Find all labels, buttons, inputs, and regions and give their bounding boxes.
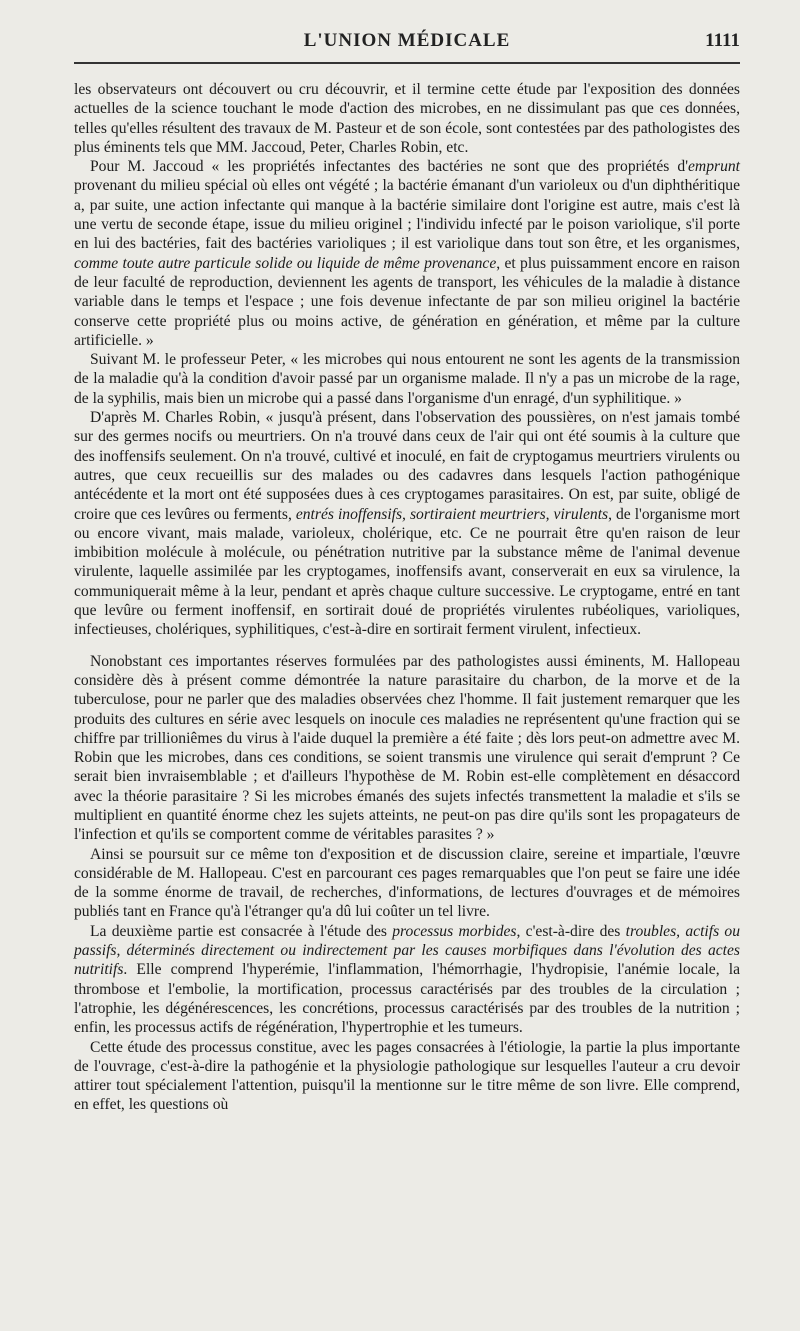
header-rule: [74, 62, 740, 64]
paragraph: [74, 845, 740, 922]
italic-text: emprunt: [688, 158, 740, 176]
text-run: Suivant M. le professeur Peter, « les microbes qui nous entourent ne sont les agents de la transmission de la maladie qu'à la condition d'avoir passé par un organisme malade. Il n'y a pas un microbe de la rage, de la syphilis, mais bien un microbe qui a passé dans l'organisme d'un enragé, d'un syphilitique. »: [74, 351, 740, 407]
page-header: [74, 30, 740, 62]
text-run: les observateurs ont découvert ou cru découvrir, et il termine cette étude par l'exposition des données actuelles de la science touchant le mode d'action des microbes, en ne dissimulant pas que ces données, telles qu'elles résultent des travaux de M. Pasteur et de son école, sont contestées par des pathologistes des plus éminents tels que MM. Jaccoud, Peter, Charles Robin, etc.: [74, 81, 740, 156]
italic-text: comme toute autre particule solide ou liquide de même provenance: [74, 254, 497, 272]
text-run: Ainsi se poursuit sur ce même ton d'exposition et de discussion claire, sereine et impartiale, l'œuvre considérable de M. Hallopeau. C'est en parcourant ces pages remarquables que l'on peut se faire une idée de la somme énorme de travail, de recherches, d'informations, de lectures d'ouvrages et de mémoires publiés tant en France qu'à l'étranger qu'a dû lui coûter un tel livre.: [74, 845, 740, 921]
text-run: . Elle comprend l'hyperémie, l'inflammation, l'hémorrhagie, l'hydropisie, l'anémie locale, la thrombose et l'embolie, la mortification, processus caractérisés par des troubles de la circulation ; l'atrophie, les dégénérescences, les concrétions, processus caractérisés par des troubles de la nutrition ; enfin, les processus actifs de régénération, l'hypertrophie et les tumeurs.: [74, 961, 740, 1037]
paragraph: [74, 922, 740, 1038]
paragraph: [74, 157, 740, 350]
text-run: Pour M. Jaccoud « les propriétés infectantes des bactéries ne sont que des propriétés d': [90, 158, 689, 176]
text-run: Cette étude des processus constitue, avec les pages consacrées à l'étiologie, la partie la plus importante de l'ouvrage, c'est-à-dire la pathogénie et la physiologie pathologique sur lesquelles l'auteur a cru devoir attirer tout spécialement l'attention, puisqu'il la mentionne sur le titre même de son livre. Elle comprend, en effet, les questions où: [74, 1038, 740, 1114]
text-run: , c'est-à-dire des: [516, 922, 626, 940]
paragraph: [74, 408, 740, 640]
section-gap: [74, 640, 740, 652]
paragraph: [74, 350, 740, 408]
text-run: , de l'organisme mort ou encore vivant, mais malade, varioleux, cholérique, etc. Ce ne pourrait être qu'en raison de leur imbibition molécule à molécule, ou pénétration nutritive par la substance même de l'animal devenue virulente, laquelle assimilée par les cryptogames, inoffensifs avant, conserverait en eux sa virulence, la communiquerait même à la leur, pendant et après chaque culture successive. Le cryptogame, entré en tant que levûre ou ferment inoffensif, en sortirait doué de propriétés virulentes rubéoliques, varioliques, infectieuses, cholériques, syphilitiques, c'est-à-dire en sortirait ferment virulent, infectieux.: [74, 505, 740, 639]
text-run: La deuxième partie est consacrée à l'étude des: [90, 922, 393, 940]
italic-text: entrés inoffensifs, sortiraient meurtriers, virulents: [295, 505, 609, 523]
italic-text: troubles, actifs ou passifs, déterminés directement ou indirectement par les causes morbifiques dans l'évolution des actes nutritifs: [74, 922, 741, 979]
paragraph: [74, 1038, 740, 1115]
paragraph: [74, 80, 740, 157]
text-run: Nonobstant ces importantes réserves formulées par des pathologistes aussi éminents, M. Hallopeau considère dès à présent comme démontrée la nature parasitaire du charbon, de la morve et de la tuberculose, pour ne parler que des maladies observées chez l'homme. Il fait justement remarquer que les produits des cultures en série avec lesquels on inocule ces maladies ne représentent qu'une fraction qui se chiffre par trillioniêmes du virus à l'aide duquel la première a été faite ; dès lors peut-on admettre avec M. Robin que les microbes, dans ces conditions, se soient transmis une virulence qui serait d'emprunt ? Ce serait bien invraisemblable ; et d'ailleurs l'hypothèse de M. Robin est-elle complètement en désaccord avec la théorie parasitaire ? Si les microbes émanés des sujets infectés transmettent la maladie et s'ils se multiplient en quantité énorme chez les sujets atteints, ne peut-on pas dire qu'ils sont les propagateurs de l'infection et qu'ils se comportent comme de véritables parasites ? »: [74, 652, 740, 844]
text-run: D'après M. Charles Robin, « jusqu'à présent, dans l'observation des poussières, on n'est jamais tombé sur des germes nocifs ou meurtriers. On n'a trouvé dans ceux de l'air qui ont été soumis à la culture que des inoffensifs seulement. On n'a trouvé, cultivé et inoculé, en fait de cryptogamus meurtriers virulents ou autres, que ceux recueillis sur des malades ou des cadavres dans lesquels l'action pathogénique antécédente et la mort ont été supposées dues à ces cryptogames parasitaires. On est, par suite, obligé de croire que ces levûres ou ferments,: [74, 409, 740, 523]
running-title: L'UNION MÉDICALE: [303, 30, 511, 51]
body-text: [74, 80, 740, 1115]
page-number: 1111: [705, 30, 740, 51]
paragraph: [74, 652, 740, 845]
text-run: provenant du milieu spécial où elles ont végété ; la bactérie émanant d'un varioleux ou d'un diphthéritique a, par suite, une action infectante qui manque à la bactérie similaire dont l'origine est autre, mais c'est là une vertu de seconde étape, issue du milieu originel ; l'individu infecté par le poison variolique, s'il porte en lui des bactéries, fait des bactéries varioliques ; il est variolique dans tout son être, et les organismes,: [74, 177, 740, 253]
italic-text: processus morbides: [392, 922, 517, 940]
text-run: , et plus puissamment encore en raison de leur faculté de reproduction, deviennent les agents de transport, les véhicules de la maladie à distance variable dans le temps et l'espace ; une fois devenue infectante de par son milieu originel la bactérie conserve cette propriété plus ou moins active, de génération en génération, et même par la culture artificielle. »: [74, 254, 740, 349]
